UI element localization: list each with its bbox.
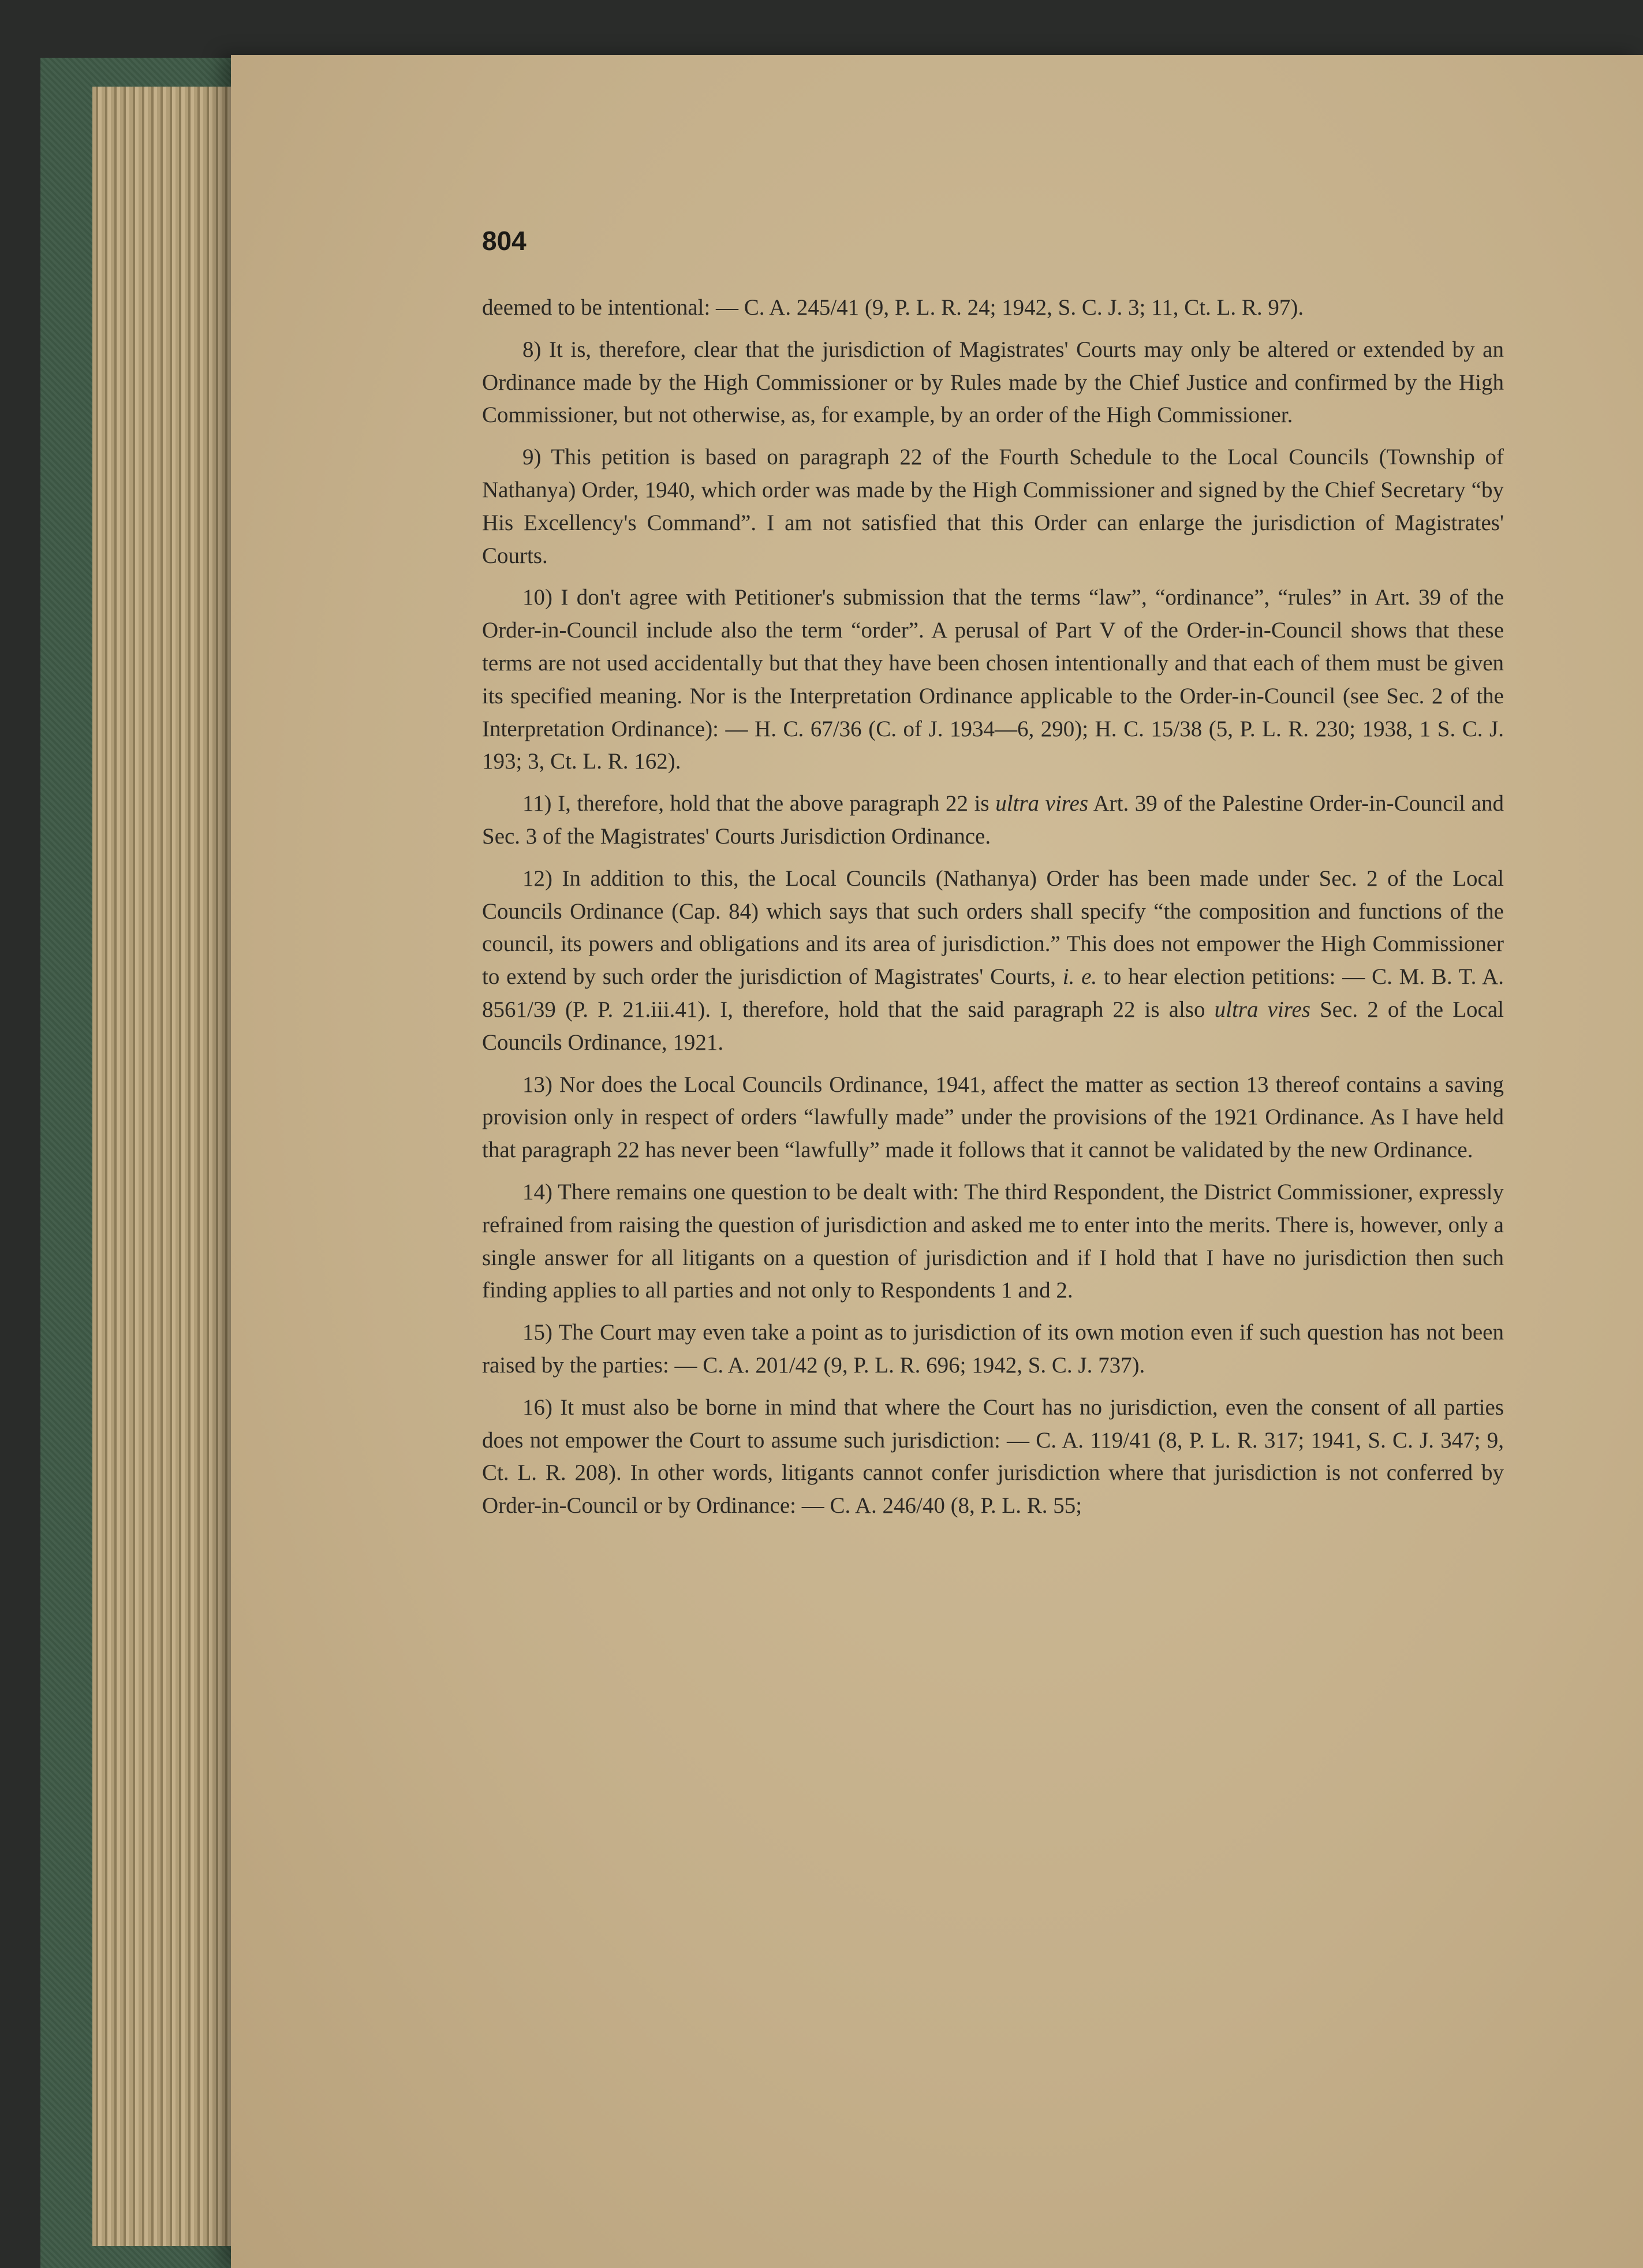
paragraph-9: 9) This petition is based on paragraph 22 of the Fourth Schedule to the Local Councils (Township of Nathanya) Order, 1940, which order was made by the High Commissioner and signed by the Chief Secretary “by His Excellency's Command”. I am not satisfied that this Order can enlarge the jurisdiction of Magistrates' Courts. xyxy=(482,445,1504,568)
paragraph-12 xyxy=(482,863,1504,1060)
paragraph-11-text-a: 11) I, therefore, hold that the above paragraph 22 is xyxy=(522,791,996,816)
paragraph-14: 14) There remains one question to be dealt with: The third Respondent, the District Commissioner, expressly refrained from raising the question of jurisdiction and asked me to enter into the merits. There is, however, only a single answer for all litigants on a question of jurisdiction and if I hold that I have no jurisdiction then such finding applies to all parties and not only to Respondents 1 and 2. xyxy=(482,1179,1504,1303)
paragraph-11 xyxy=(482,788,1504,853)
paragraph-12-text-b: to hear election petitions: — C. M. B. T. A. 8561/39 (P. P. 21.iii.41). I, therefore, hold that the said paragraph 22 is also xyxy=(482,964,1504,1022)
paragraph-12-italic-b: ultra vires xyxy=(1214,997,1310,1022)
paragraph-15: 15) The Court may even take a point as to jurisdiction of its own motion even if such question has not been raised by the parties: — C. A. 201/42 (9, P. L. R. 696; 1942, S. C. J. 737). xyxy=(482,1320,1504,1378)
paragraph-12-text-c: Sec. 2 of the Local Councils Ordinance, 1921. xyxy=(482,997,1504,1055)
paragraph-11-text-b: Art. 39 of the Palestine Order-in-Council and Sec. 3 of the Magistrates' Courts Jurisdiction Ordinance. xyxy=(482,791,1504,849)
paragraph-16: 16) It must also be borne in mind that where the Court has no jurisdiction, even the consent of all parties does not empower the Court to assume such jurisdiction: — C. A. 119/41 (8, P. L. R. 317; 1941, S. C. J. 347; 9, Ct. L. R. 208). In other words, litigants cannot confer jurisdiction where that jurisdiction is not conferred by Order-in-Council or by Ordinance: — C. A. 246/40 (8, P. L. R. 55; xyxy=(482,1394,1504,1519)
paragraph-12-text-a: 12) In addition to this, the Local Councils (Nathanya) Order has been made under Sec. 2 of the Local Councils Ordinance (Cap. 84) which says that such orders shall specify “the composition and functions of the council, its powers and obligations and its area of jurisdiction.” This does not empower the High Commissioner to extend by such order the jurisdiction of Magistrates' Courts, xyxy=(482,866,1504,990)
paragraph-13: 13) Nor does the Local Councils Ordinance, 1941, affect the matter as section 13 thereof contains a saving provision only in respect of orders “lawfully made” under the provisions of the 1921 Ordinance. As I have held that paragraph 22 has never been “lawfully” made it follows that it cannot be validated by the new Ordinance. xyxy=(482,1072,1504,1163)
text-body xyxy=(482,292,1504,1532)
paragraph-continuation: deemed to be intentional: — C. A. 245/41 (9, P. L. R. 24; 1942, S. C. J. 3; 11, Ct. L. R. 97). xyxy=(482,295,1304,320)
paragraph-11-italic: ultra vires xyxy=(995,791,1089,816)
paragraph-8: 8) It is, therefore, clear that the jurisdiction of Magistrates' Courts may only be altered or extended by an Ordinance made by the High Commissioner or by Rules made by the Chief Justice and confirmed by the High Commissioner, but not otherwise, as, for example, by an order of the High Commissioner. xyxy=(482,337,1504,428)
paragraph-12-italic-a: i. e. xyxy=(1062,964,1097,990)
paragraph-10: 10) I don't agree with Petitioner's submission that the terms “law”, “ordinance”, “rules” in Art. 39 of the Order-in-Council include also the term “order”. A perusal of Part V of the Order-in-Council shows that these terms are not used accidentally but that they have been chosen intentionally and that each of them must be given its specified meaning. Nor is the Interpretation Ordinance applicable to the Order-in-Council (see Sec. 2 of the Interpretation Ordinance): — H. C. 67/36 (C. of J. 1934—6, 290); H. C. 15/38 (5, P. L. R. 230; 1938, 1 S. C. J. 193; 3, Ct. L. R. 162). xyxy=(482,585,1504,774)
page-number: 804 xyxy=(482,226,526,256)
